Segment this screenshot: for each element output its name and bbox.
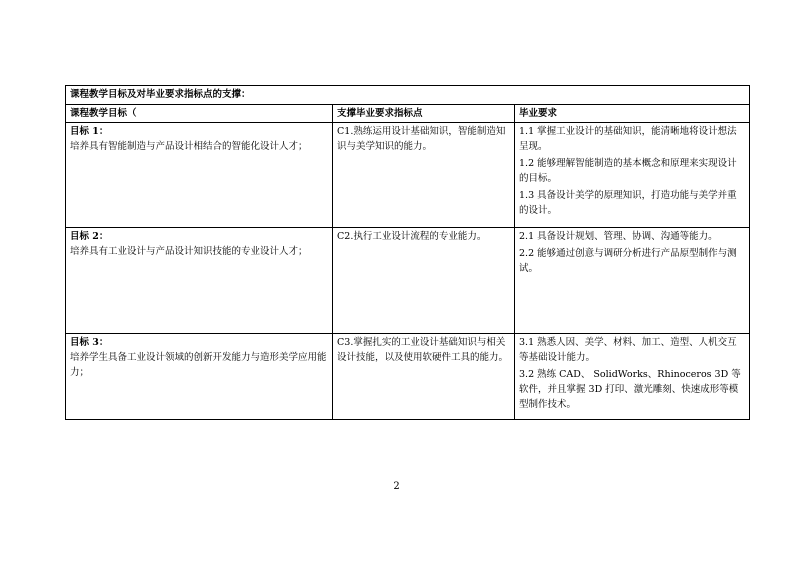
requirement-cell: [515, 228, 750, 334]
requirement-item: 1.1 掌握工业设计的基础知识，能清晰地将设计想法呈现。: [519, 126, 737, 152]
goal-description: 培养具有智能制造与产品设计相结合的智能化设计人才；: [70, 141, 308, 152]
goal-cell: [66, 228, 333, 334]
indicator-cell: C1.熟练运用设计基础知识，智能制造知识与美学知识的能力。: [333, 123, 515, 228]
requirement-cell: [515, 334, 750, 420]
requirement-item: 1.3 具备设计美学的原理知识，打造功能与美学并重的设计。: [519, 190, 737, 216]
goal-description: 培养学生具备工业设计领域的创新开发能力与造形美学应用能力；: [70, 352, 327, 378]
indicator-cell: C2.执行工业设计流程的专业能力。: [333, 228, 515, 334]
table-row: [66, 228, 750, 334]
indicator-cell: C3.掌握扎实的工业设计基础知识与相关设计技能，以及使用软硬件工具的能力。: [333, 334, 515, 420]
goal-description: 培养具有工业设计与产品设计知识技能的专业设计人才；: [70, 246, 308, 257]
table-title: 课程教学目标及对毕业要求指标点的支撑：: [66, 86, 750, 105]
requirement-item: 1.2 能够理解智能制造的基本概念和原理来实现设计的目标。: [519, 158, 737, 184]
requirement-item: 2.1 具备设计规划、管理、协调、沟通等能力。: [519, 231, 718, 242]
page-number: 2: [393, 481, 400, 492]
requirement-item: 3.1 熟悉人因、美学、材料、加工、造型、人机交互等基础设计能力。: [519, 337, 737, 363]
header-indicator: 支撑毕业要求指标点: [333, 105, 515, 123]
goal-title: 目标 3：: [70, 337, 109, 348]
requirement-item: 2.2 能够通过创意与调研分析进行产品原型制作与测试。: [519, 248, 737, 274]
requirement-item: 3.2 熟练 CAD、 SolidWorks、Rhinoceros 3D 等软件，并且掌握 3D 打印、激光雕刻、快速成形等模型制作技术。: [519, 369, 741, 410]
table-row: [66, 334, 750, 420]
goal-title: 目标 1：: [70, 126, 109, 137]
header-goal: 课程教学目标（: [66, 105, 333, 123]
goal-cell: [66, 334, 333, 420]
goal-cell: [66, 123, 333, 228]
course-goals-table: [65, 85, 750, 420]
table-row: [66, 123, 750, 228]
requirement-cell: [515, 123, 750, 228]
goal-title: 目标 2：: [70, 231, 109, 242]
header-requirement: 毕业要求: [515, 105, 750, 123]
